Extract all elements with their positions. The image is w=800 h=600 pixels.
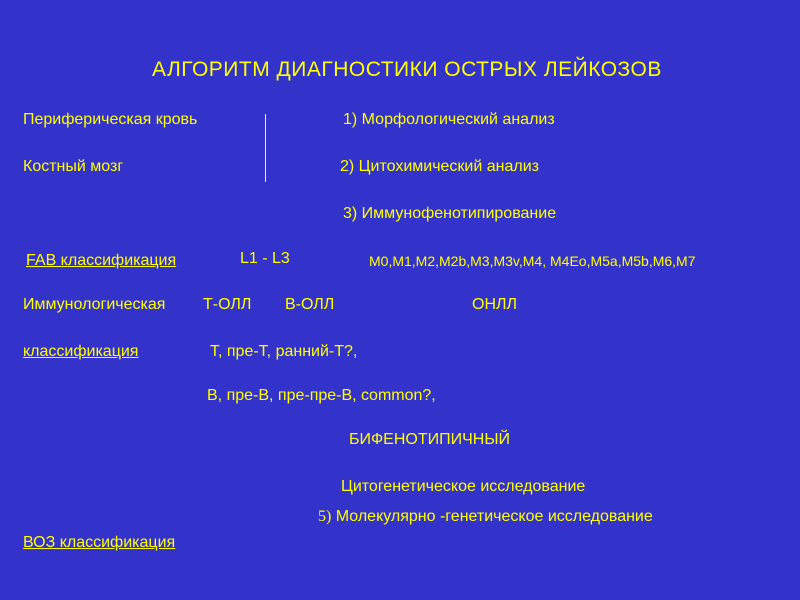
immunological-label: Иммунологическая xyxy=(23,296,166,313)
step-cytogenetics: Цитогенетическое исследование xyxy=(341,478,586,495)
step-morphology: 1) Морфологический анализ xyxy=(343,111,555,128)
step-immunophenotyping: 3) Иммунофенотипирование xyxy=(343,205,557,222)
t-subtypes: Т, пре-Т, ранний-Т?, xyxy=(210,343,358,360)
bone-marrow-label: Костный мозг xyxy=(23,158,124,175)
step-molecular-number: 5) xyxy=(318,508,332,525)
b-subtypes: В, пре-В, пре-пре-В, common?, xyxy=(207,387,436,404)
b-all-label: В-ОЛЛ xyxy=(285,296,335,313)
vertical-divider xyxy=(265,114,266,182)
onll-label: ОНЛЛ xyxy=(472,296,517,313)
peripheral-blood-label: Периферическая кровь xyxy=(23,111,198,128)
page-title: АЛГОРИТМ ДИАГНОСТИКИ ОСТРЫХ ЛЕЙКОЗОВ xyxy=(152,58,662,81)
fab-classification-label: FAB классификация xyxy=(26,252,177,269)
classification-label: классификация xyxy=(23,343,139,360)
t-all-label: Т-ОЛЛ xyxy=(203,296,252,313)
fab-aml-subtypes: M0,M1,M2,M2b,M3,M3v,M4, M4Eo,M5a,M5b,M6,M7 xyxy=(369,253,696,269)
who-classification-label: ВОЗ классификация xyxy=(23,534,176,551)
fab-all-range: L1 - L3 xyxy=(240,250,290,267)
step-cytochemistry: 2) Цитохимический анализ xyxy=(340,158,539,175)
step-molecular xyxy=(318,507,653,527)
step-molecular-text: Молекулярно -генетическое исследование xyxy=(335,508,653,525)
biphenotypic-label: БИФЕНОТИПИЧНЫЙ xyxy=(349,431,510,448)
